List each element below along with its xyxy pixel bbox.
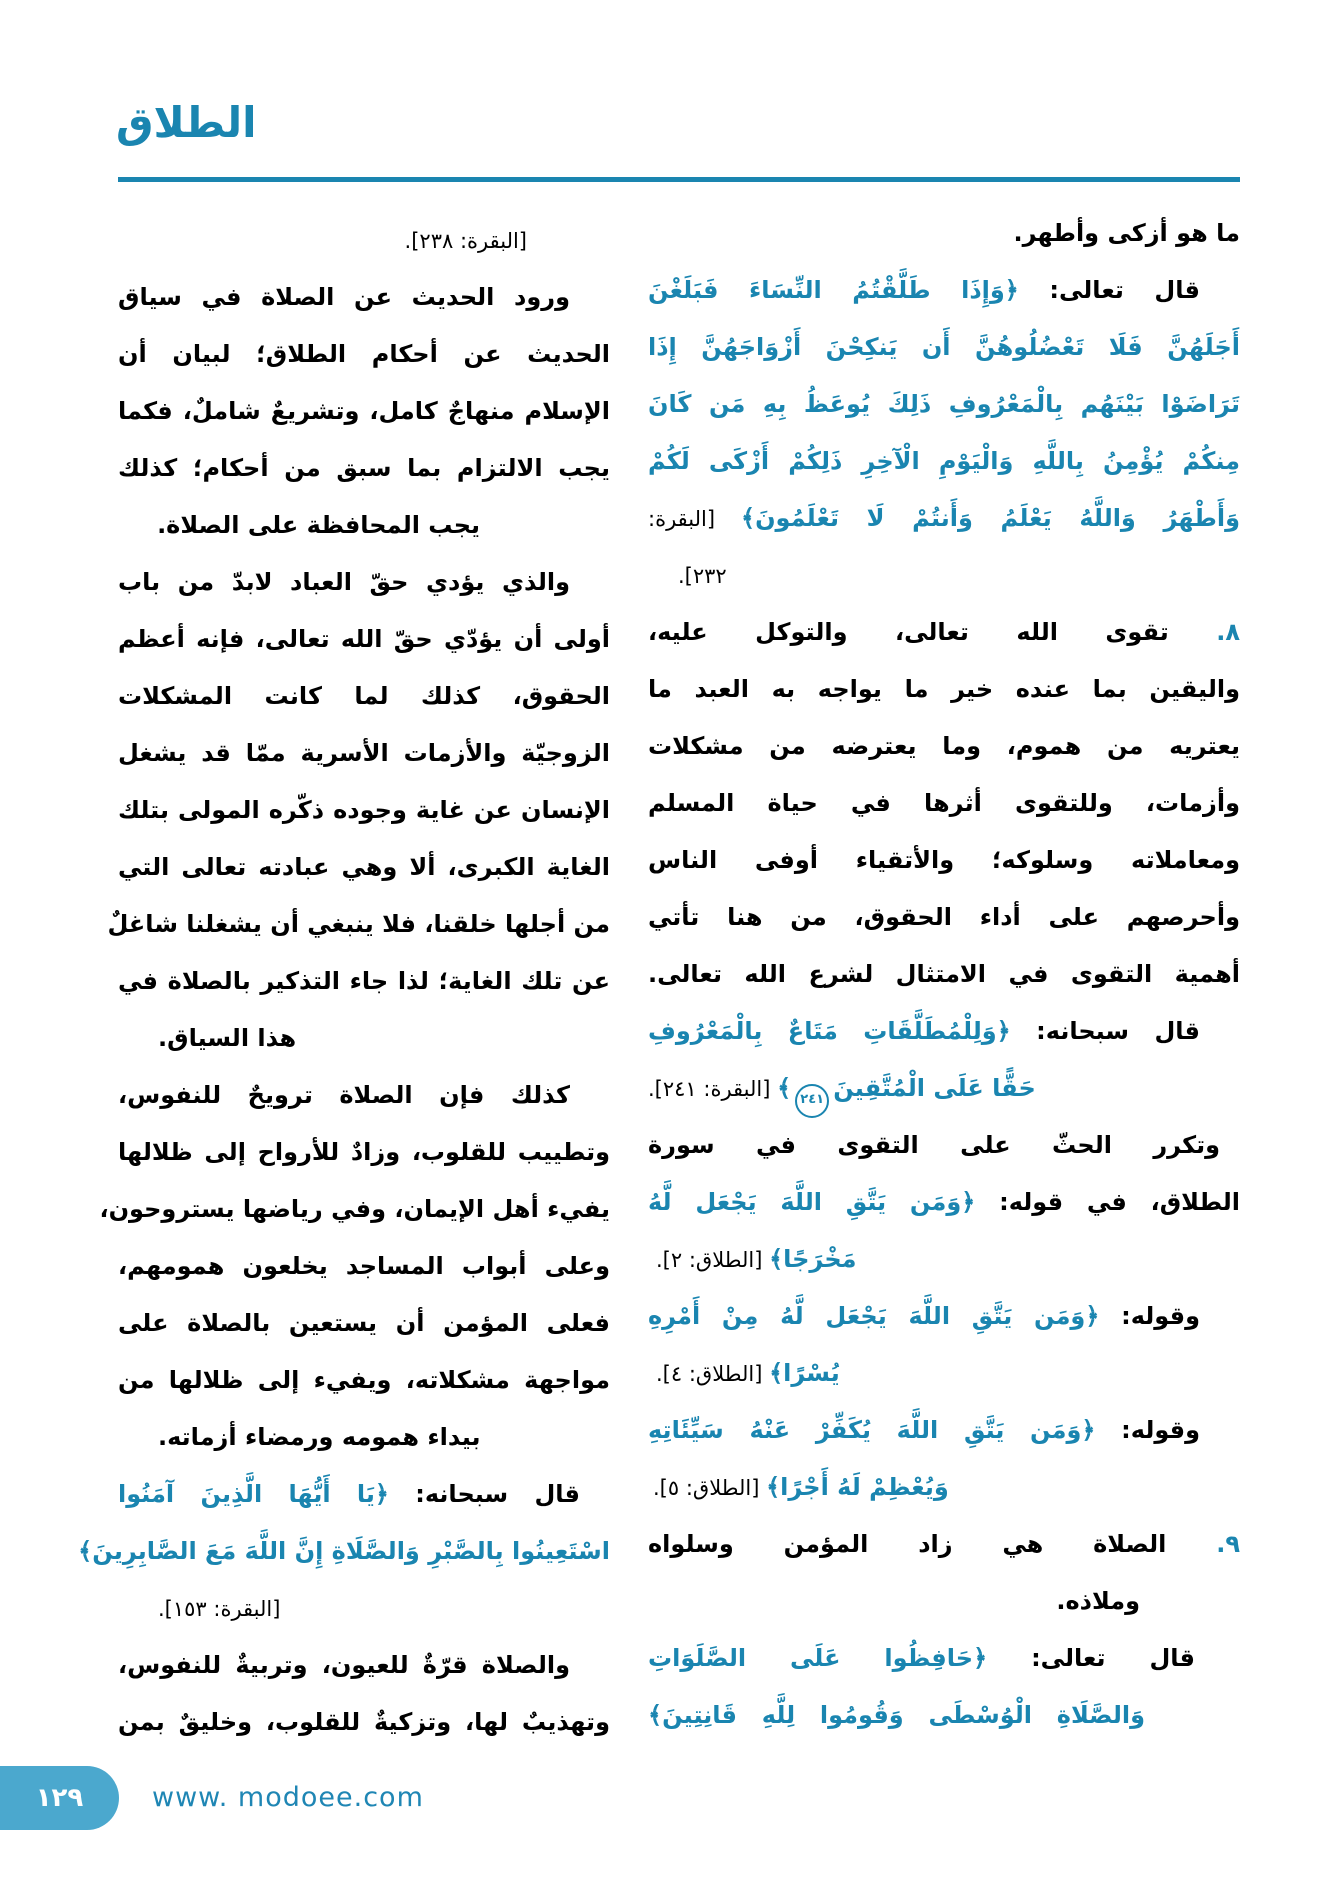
text-line	[118, 1637, 610, 1694]
quran-verse-text: ﴿يَا أَيُّهَا الَّذِينَ آمَنُوا	[118, 1480, 389, 1508]
text-line	[118, 668, 610, 725]
body-text: يفيء أهل الإيمان، وفي رياضها يستروحون،	[99, 1195, 610, 1223]
text-line	[118, 1409, 610, 1466]
text-line	[648, 1516, 1240, 1573]
text-line	[648, 1687, 1240, 1744]
website-url: www. modoee.com	[152, 1782, 424, 1813]
text-line	[118, 839, 610, 896]
text-line	[118, 326, 610, 383]
section-number: ٨.	[1168, 618, 1240, 646]
text-line	[648, 946, 1240, 1003]
body-text: قال تعالى:	[987, 1644, 1195, 1672]
text-line	[648, 490, 1240, 547]
body-text: يجب الالتزام بما سبق من أحكام؛ كذلك	[118, 454, 610, 482]
body-text: كذلك فإن الصلاة ترويحٌ للنفوس،	[118, 1081, 570, 1109]
body-text: عن تلك الغاية؛ لذا جاء التذكير بالصلاة في	[118, 967, 610, 995]
body-text: بيداء همومه ورمضاء أزماته.	[158, 1423, 481, 1451]
page-number: ١٢٩	[35, 1783, 84, 1813]
text-line	[648, 547, 1240, 604]
body-text: وعلى أبواب المساجد يخلعون همومهم،	[118, 1252, 610, 1280]
text-line	[118, 269, 610, 326]
body-text: الحقوق، كذلك لما كانت المشكلات	[118, 682, 610, 710]
quran-verse-text: وَالصَّلَاةِ الْوُسْطَى وَقُومُوا لِلَّهِ قَانِتِينَ﴾	[648, 1701, 1145, 1729]
quran-verse-text: مَخْرَجًا﴾	[769, 1245, 857, 1273]
text-line	[118, 383, 610, 440]
body-text: الصلاة هي زاد المؤمن وسلواه	[648, 1530, 1167, 1558]
left-column	[78, 212, 610, 1751]
text-line	[648, 1573, 1240, 1630]
body-text: الإسلام منهاجٌ كامل، وتشريعٌ شاملٌ، فكما	[118, 397, 610, 425]
text-line	[78, 1523, 610, 1580]
ayah-number-rosette: ٢٤١	[795, 1084, 829, 1118]
quran-verse-text: ﴿وَمَن يَتَّقِ اللَّهَ يُكَفِّرْ عَنْهُ سَيِّئَاتِهِ	[648, 1416, 1096, 1444]
body-text: والذي يؤدي حقّ العباد لابدّ من باب	[118, 568, 570, 596]
text-line	[648, 1174, 1240, 1231]
quran-verse-text: ﴿حَافِظُوا عَلَى الصَّلَوَاتِ	[648, 1644, 988, 1672]
text-line	[118, 611, 610, 668]
quran-verse-text: يُسْرًا﴾	[769, 1359, 840, 1387]
quran-verse-text: وَيُعْظِمْ لَهُ أَجْرًا﴾	[766, 1473, 949, 1501]
text-line	[648, 1402, 1240, 1459]
quran-verse-text: ﴿وَلِلْمُطَلَّقَاتِ مَتَاعٌ بِالْمَعْرُوفِ	[648, 1017, 1011, 1045]
text-line	[648, 376, 1240, 433]
body-text: الغاية الكبرى، ألا وهي عبادته تعالى التي	[118, 853, 610, 881]
text-line	[648, 319, 1240, 376]
quran-verse-text: تَرَاضَوْا بَيْنَهُم بِالْمَعْرُوفِ ذَلِكَ يُوعَظُ بِهِ مَن كَانَ	[648, 390, 1240, 418]
text-line	[107, 896, 610, 953]
text-line	[648, 205, 1240, 262]
text-line	[118, 1295, 610, 1352]
body-text: يجب المحافظة على الصلاة.	[157, 511, 480, 539]
verse-reference: [الطلاق: ٤].	[656, 1362, 770, 1386]
body-text: من أجلها خلقنا، فلا ينبغي أن يشغلنا شاغلٌ	[107, 910, 610, 938]
text-line	[648, 1630, 1240, 1687]
body-text: وقوله:	[1099, 1302, 1200, 1330]
body-text: قال سبحانه:	[1010, 1017, 1200, 1045]
text-line	[648, 604, 1240, 661]
quran-verse-text: ﴾	[777, 1074, 792, 1102]
text-line	[648, 1003, 1240, 1060]
quran-verse-text: ﴿وَإِذَا طَلَّقْتُمُ النِّسَاءَ فَبَلَغْنَ	[648, 276, 1019, 304]
text-line	[648, 661, 1240, 718]
body-text: مواجهة مشكلاته، ويفيء إلى ظلالها من	[118, 1366, 610, 1394]
body-text: ومعاملاته وسلوكه؛ والأتقياء أوفى الناس	[648, 846, 1240, 874]
body-text: فعلى المؤمن أن يستعين بالصلاة على	[118, 1309, 610, 1337]
text-line	[648, 832, 1240, 889]
text-line	[648, 1288, 1240, 1345]
text-line	[648, 433, 1240, 490]
body-text: ما هو أزكى وأطهر.	[1013, 219, 1240, 247]
right-column	[648, 205, 1240, 1744]
section-number: ٩.	[1166, 1530, 1240, 1558]
text-line	[118, 554, 610, 611]
text-line	[118, 782, 610, 839]
text-line	[648, 1231, 1240, 1288]
text-line	[648, 718, 1240, 775]
text-line	[648, 1345, 1240, 1402]
body-text: وأزمات، وللتقوى أثرها في حياة المسلم	[648, 789, 1240, 817]
quran-verse-text: اسْتَعِينُوا بِالصَّبْرِ وَالصَّلَاةِ إِنَّ اللَّهَ مَعَ الصَّابِرِينَ﴾	[78, 1537, 610, 1565]
verse-reference: ٢٣٢].	[678, 564, 727, 588]
body-text: يعتريه من هموم، وما يعترضه من مشكلات	[648, 732, 1240, 760]
verse-reference: [الطلاق: ٥].	[653, 1476, 767, 1500]
text-line	[648, 889, 1240, 946]
body-text: وملاذه.	[1056, 1587, 1140, 1615]
text-line	[648, 775, 1240, 832]
body-text: تقوى الله تعالى، والتوكل عليه،	[648, 618, 1169, 646]
text-line	[648, 262, 1240, 319]
body-text: الإنسان عن غاية وجوده ذكّره المولى بتلك	[118, 796, 610, 824]
body-text: وقوله:	[1095, 1416, 1201, 1444]
text-line	[118, 1010, 610, 1067]
text-line	[118, 1124, 610, 1181]
text-line	[118, 1352, 610, 1409]
header-rule	[118, 177, 1240, 182]
text-line	[118, 1067, 610, 1124]
text-line	[118, 1238, 610, 1295]
quran-verse-text: مِنكُمْ يُؤْمِنُ بِاللَّهِ وَالْيَوْمِ الْآخِرِ ذَلِكُمْ أَزْكَى لَكُمْ	[648, 447, 1240, 475]
body-text: أهمية التقوى في الامتثال لشرع الله تعالى.	[648, 960, 1240, 988]
text-line	[118, 725, 610, 782]
body-text: قال سبحانه:	[388, 1480, 580, 1508]
body-text: والصلاة قرّةٌ للعيون، وتربيةٌ للنفوس،	[118, 1651, 570, 1679]
text-line	[118, 953, 610, 1010]
text-line	[118, 1694, 610, 1751]
text-line	[648, 1117, 1240, 1174]
verse-reference: [البقرة: ٢٣٨].	[404, 229, 527, 253]
text-line	[648, 1060, 1240, 1117]
page-number-pill	[0, 1766, 119, 1830]
verse-reference: [البقرة: ٢٤١].	[648, 1077, 778, 1101]
quran-verse-text: ﴿وَمَن يَتَّقِ اللَّهَ يَجْعَل لَّهُ	[648, 1188, 976, 1216]
body-text: الطلاق، في قوله:	[975, 1188, 1241, 1216]
text-line	[118, 1466, 610, 1523]
page-title: الطلاق	[116, 98, 257, 147]
verse-reference: [البقرة: ١٥٣].	[158, 1597, 281, 1621]
verse-reference: [الطلاق: ٢].	[656, 1248, 770, 1272]
text-line	[118, 497, 610, 554]
body-text: أولى أن يؤدّي حقّ الله تعالى، فإنه أعظم	[118, 625, 610, 653]
text-line	[118, 212, 610, 269]
text-line	[648, 1459, 1240, 1516]
body-text: الزوجيّة والأزمات الأسرية ممّا قد يشغل	[118, 739, 610, 767]
text-line	[118, 1580, 610, 1637]
body-text: الحديث عن أحكام الطلاق؛ لبيان أن	[118, 340, 610, 368]
body-text: قال تعالى:	[1018, 276, 1200, 304]
body-text: ورود الحديث عن الصلاة في سياق	[118, 283, 570, 311]
body-text: وتطييب للقلوب، وزادٌ للأرواح إلى ظلالها	[118, 1138, 610, 1166]
quran-verse-text: وَأَطْهَرُ وَاللَّهُ يَعْلَمُ وَأَنتُمْ لَا تَعْلَمُونَ﴾	[741, 504, 1240, 532]
verse-reference: [البقرة:	[648, 507, 741, 531]
body-text: واليقين بما عنده خير ما يواجه به العبد ما	[648, 675, 1240, 703]
quran-verse-text: ﴿وَمَن يَتَّقِ اللَّهَ يَجْعَل لَّهُ مِنْ أَمْرِهِ	[648, 1302, 1100, 1330]
body-text: وتهذيبٌ لها، وتزكيةٌ للقلوب، وخليقٌ بمن	[118, 1708, 610, 1736]
body-text: هذا السياق.	[158, 1024, 297, 1052]
body-text: وأحرصهم على أداء الحقوق، من هنا تأتي	[648, 903, 1240, 931]
quran-verse-text: أَجَلَهُنَّ فَلَا تَعْضُلُوهُنَّ أَن يَنكِحْنَ أَزْوَاجَهُنَّ إِذَا	[648, 333, 1240, 361]
text-line	[118, 440, 610, 497]
quran-verse-text: حَقًّا عَلَى الْمُتَّقِينَ	[833, 1074, 1036, 1102]
body-text: وتكرر الحثّ على التقوى في سورة	[648, 1131, 1220, 1159]
text-line	[99, 1181, 610, 1238]
